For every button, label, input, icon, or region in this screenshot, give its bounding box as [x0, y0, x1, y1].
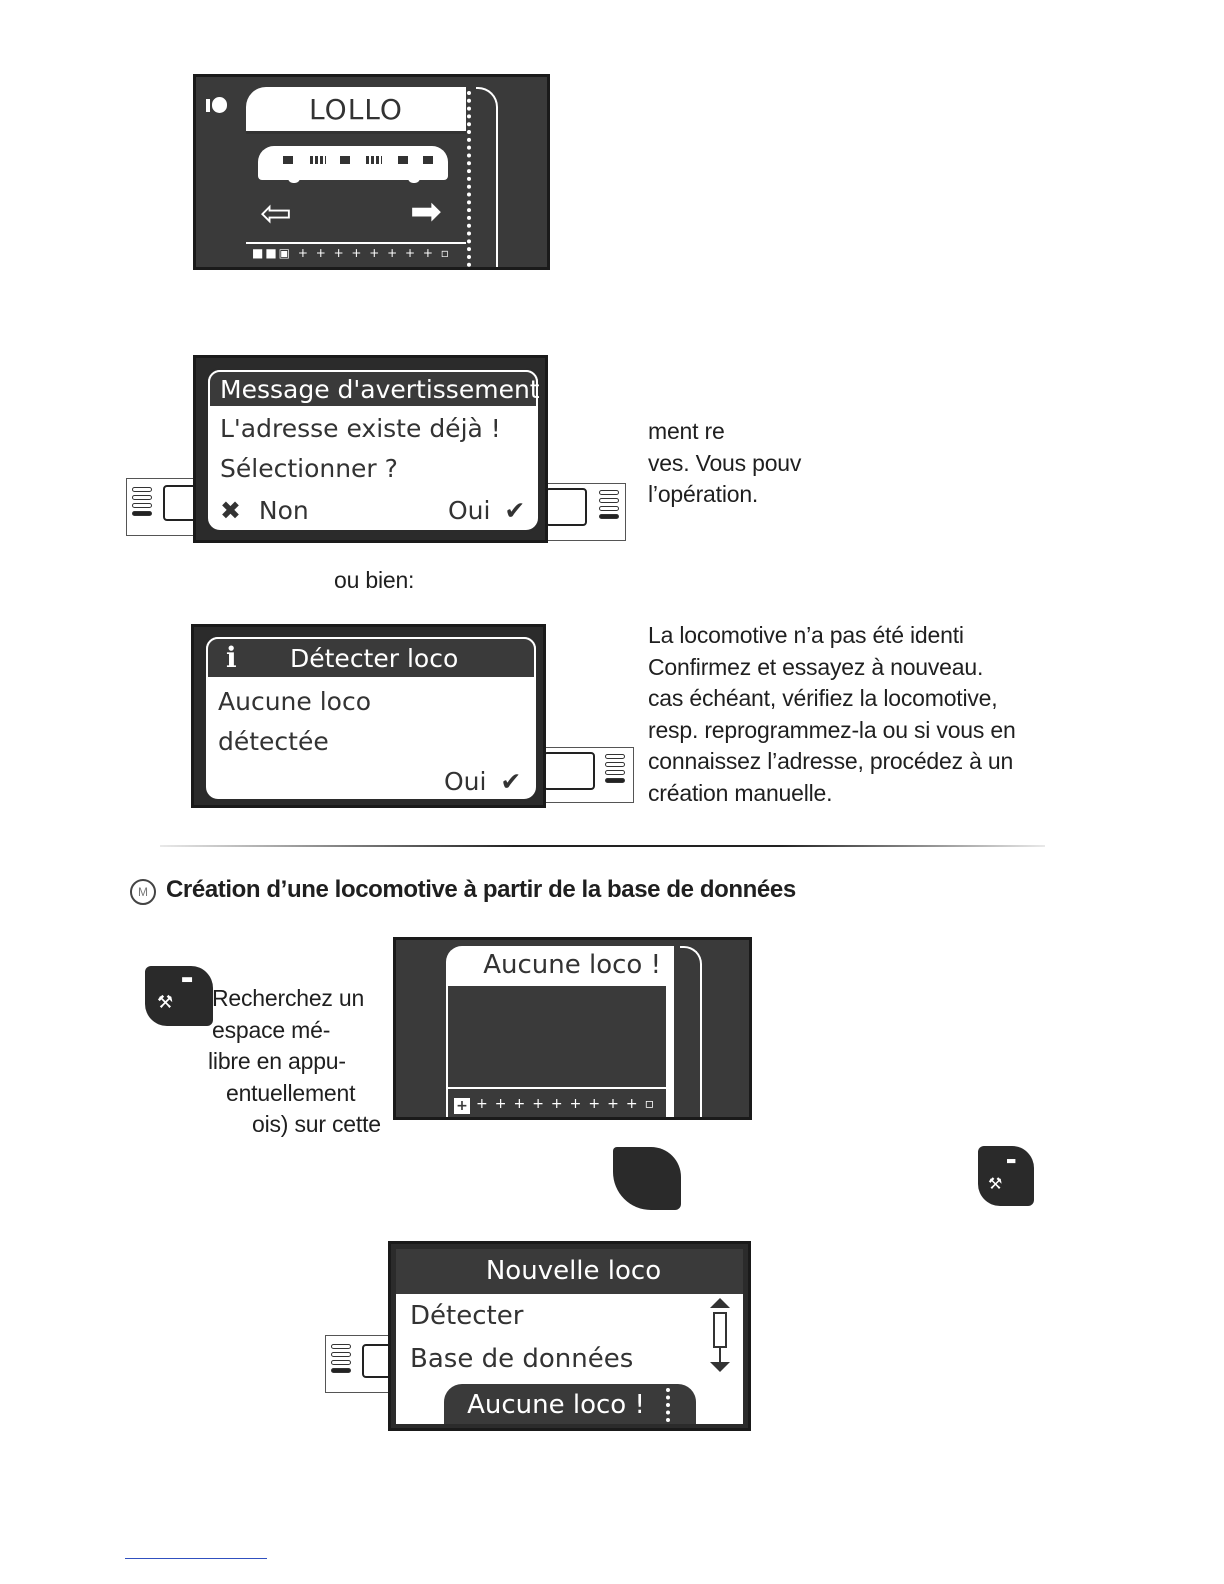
section-divider: [160, 845, 1045, 847]
empty-area: [448, 986, 666, 1120]
dialog-line-2: détectée: [218, 727, 329, 756]
warning-dialog: [193, 355, 548, 543]
left-softkey[interactable]: [325, 1335, 393, 1393]
yes-option[interactable]: [448, 496, 525, 525]
softkey-shape-icon[interactable]: [613, 1147, 681, 1210]
dialog-title: Détecter loco: [290, 644, 459, 673]
close-icon: ✖: [220, 496, 241, 525]
dialog-title-bar: [208, 370, 538, 408]
train-icon: [258, 146, 448, 180]
text-line: ment re: [648, 418, 725, 444]
card-title: Aucune loco !: [483, 950, 661, 980]
add-slot-icon[interactable]: +: [454, 1098, 470, 1114]
power-indicator-icon: [206, 97, 226, 113]
function-row-divider: [448, 1087, 666, 1089]
card-curve: [680, 946, 702, 1120]
yes-label: Oui: [444, 767, 487, 796]
text-line: libre en appu-: [208, 1048, 346, 1074]
section-badge-icon: [130, 879, 156, 905]
text-line: La locomotive n’a pas été identi: [648, 622, 964, 648]
footer-rule: [125, 1558, 267, 1559]
menu-title: Nouvelle loco: [485, 1256, 662, 1286]
text-line: l’opération.: [648, 481, 759, 507]
right-softkey[interactable]: [542, 747, 634, 803]
text-line: entuellement: [226, 1079, 356, 1106]
instruction-text-2: [648, 620, 1016, 809]
detect-dialog: [191, 624, 546, 808]
direction-left-icon[interactable]: ⇦: [260, 191, 292, 235]
dialog-line-1: Aucune loco: [218, 687, 371, 716]
selected-loco-tab[interactable]: [444, 1384, 696, 1424]
train-body: [246, 134, 466, 270]
text-line: espace mé-: [212, 1016, 331, 1043]
dialog-title-bar: [206, 637, 536, 679]
menu-item-detecter[interactable]: Détecter: [410, 1301, 524, 1331]
scroll-track: [666, 1388, 670, 1422]
new-loco-menu: [388, 1241, 751, 1431]
loco-name: LOLLO: [309, 93, 403, 126]
instruction-text-3: [210, 983, 381, 1141]
no-label: Non: [258, 496, 309, 525]
dialog-title: Message d'avertissement: [220, 375, 540, 404]
scroll-track: [668, 950, 672, 1120]
tools-key-icon[interactable]: ▬ ⚒: [145, 966, 213, 1026]
loco-slot-row[interactable]: ■■▣ + + + + + + + + ▫: [252, 246, 451, 260]
loco-card: [446, 946, 674, 1120]
scroll-up-icon[interactable]: [710, 1298, 730, 1308]
scroll-track: [467, 91, 471, 267]
checkmark-icon: ✔: [500, 767, 522, 796]
empty-loco-screen: [393, 937, 752, 1120]
info-icon: i: [226, 641, 237, 674]
direction-right-icon[interactable]: ➡: [410, 189, 442, 233]
or-label: ou bien:: [334, 567, 415, 593]
card-curve: [476, 87, 498, 270]
selected-loco-label: Aucune loco !: [467, 1390, 645, 1420]
left-softkey[interactable]: [126, 478, 198, 536]
yes-option[interactable]: [444, 767, 521, 796]
menu-item-base-de-donnees[interactable]: Base de données: [410, 1344, 634, 1374]
text-line: ois) sur cette: [252, 1111, 381, 1137]
menu-list: [396, 1294, 743, 1424]
instruction-text-1: [648, 416, 801, 511]
menu-title-bar: [396, 1249, 743, 1294]
text-line: création manuelle.: [648, 779, 833, 806]
section-heading: Création d’une locomotive à partir de la base de données: [166, 876, 796, 903]
dialog-panel: [206, 368, 540, 532]
right-softkey[interactable]: [544, 483, 626, 541]
text-line: Confirmez et essayez à nouveau.: [648, 653, 984, 680]
text-line: ves. Vous pouv: [648, 449, 802, 476]
scrollbar[interactable]: [708, 1298, 732, 1374]
scroll-down-icon[interactable]: [710, 1362, 730, 1372]
dialog-panel: [204, 635, 538, 801]
loco-card[interactable]: [246, 87, 503, 270]
text-line: resp. reprogrammez-la ou si vous en: [648, 716, 1016, 743]
text-line: Recherchez un: [212, 985, 365, 1011]
tools-key-icon[interactable]: ▬ ⚒: [978, 1146, 1034, 1206]
empty-slot-row[interactable]: +++++++++▫: [476, 1096, 662, 1112]
function-row-divider: [246, 242, 466, 244]
dialog-line-2: Sélectionner ?: [220, 454, 398, 483]
loco-display-screen: [193, 74, 550, 270]
yes-label: Oui: [448, 496, 491, 525]
checkmark-icon: ✔: [504, 496, 526, 525]
text-line: cas échéant, vérifiez la locomotive,: [648, 685, 998, 711]
badge-letter: M: [138, 885, 148, 899]
scroll-thumb[interactable]: [713, 1312, 727, 1348]
text-line: connaissez l’adresse, procédez à un: [648, 748, 1014, 774]
no-option[interactable]: [220, 496, 309, 525]
dialog-line-1: L'adresse existe déjà !: [220, 414, 501, 443]
